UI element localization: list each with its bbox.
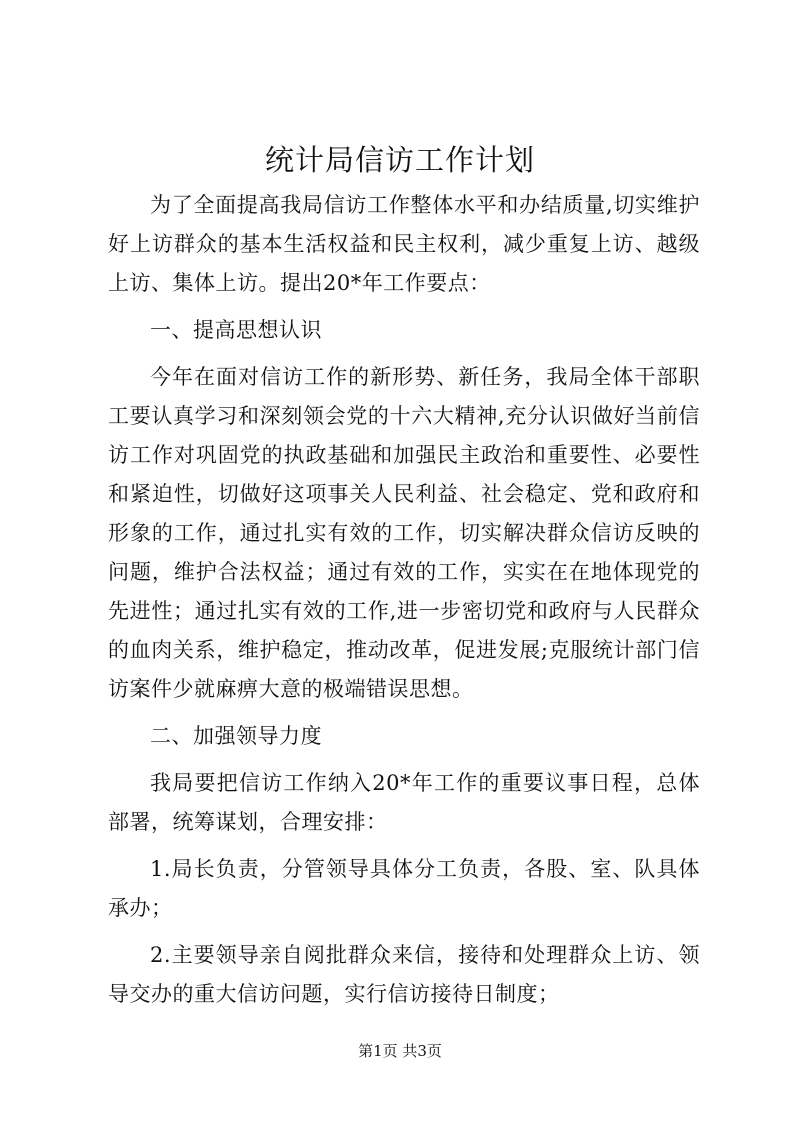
document-title: 统计局信访工作计划 [264,143,535,177]
list-item-1: 1.局长负责，分管领导具体分工负责，各股、室、队具体承办； [108,857,700,920]
document-body [108,186,700,1022]
section-heading-2: 二、加强领导力度 [150,724,322,748]
section-heading-1: 一、提高思想认识 [150,318,322,342]
page-footer: 第1页 共3页 [358,1042,442,1060]
paragraph-intro: 为了全面提高我局信访工作整体水平和办结质量,切实维护好上访群众的基本生活权益和民主权利，减少重复上访、越级上访、集体上访。提出20*年工作要点： [108,193,700,295]
list-item-2: 2.主要领导亲自阅批群众来信，接待和处理群众上访、领导交办的重大信访问题，实行信访接待日制度； [108,943,700,1006]
paragraph-section-2: 我局要把信访工作纳入20*年工作的重要议事日程，总体部署，统筹谋划，合理安排： [108,771,700,834]
paragraph-section-1: 今年在面对信访工作的新形势、新任务，我局全体干部职工要认真学习和深刻领会党的十六大精神,充分认识做好当前信访工作对巩固党的执政基础和加强民主政治和重要性、必要性和紧迫性，切做好这项事关人民利益、社会稳定、党和政府和形象的工作，通过扎实有效的工作，切实解决群众信访反映的问题，维护合法权益；通过有效的工作，实实在在地体现党的先进性；通过扎实有效的工作,进一步密切党和政府与人民群众的血肉关系，维护稳定，推动改革，促进发展;克服统计部门信访案件少就麻痹大意的极端错误思想。 [108,365,700,701]
